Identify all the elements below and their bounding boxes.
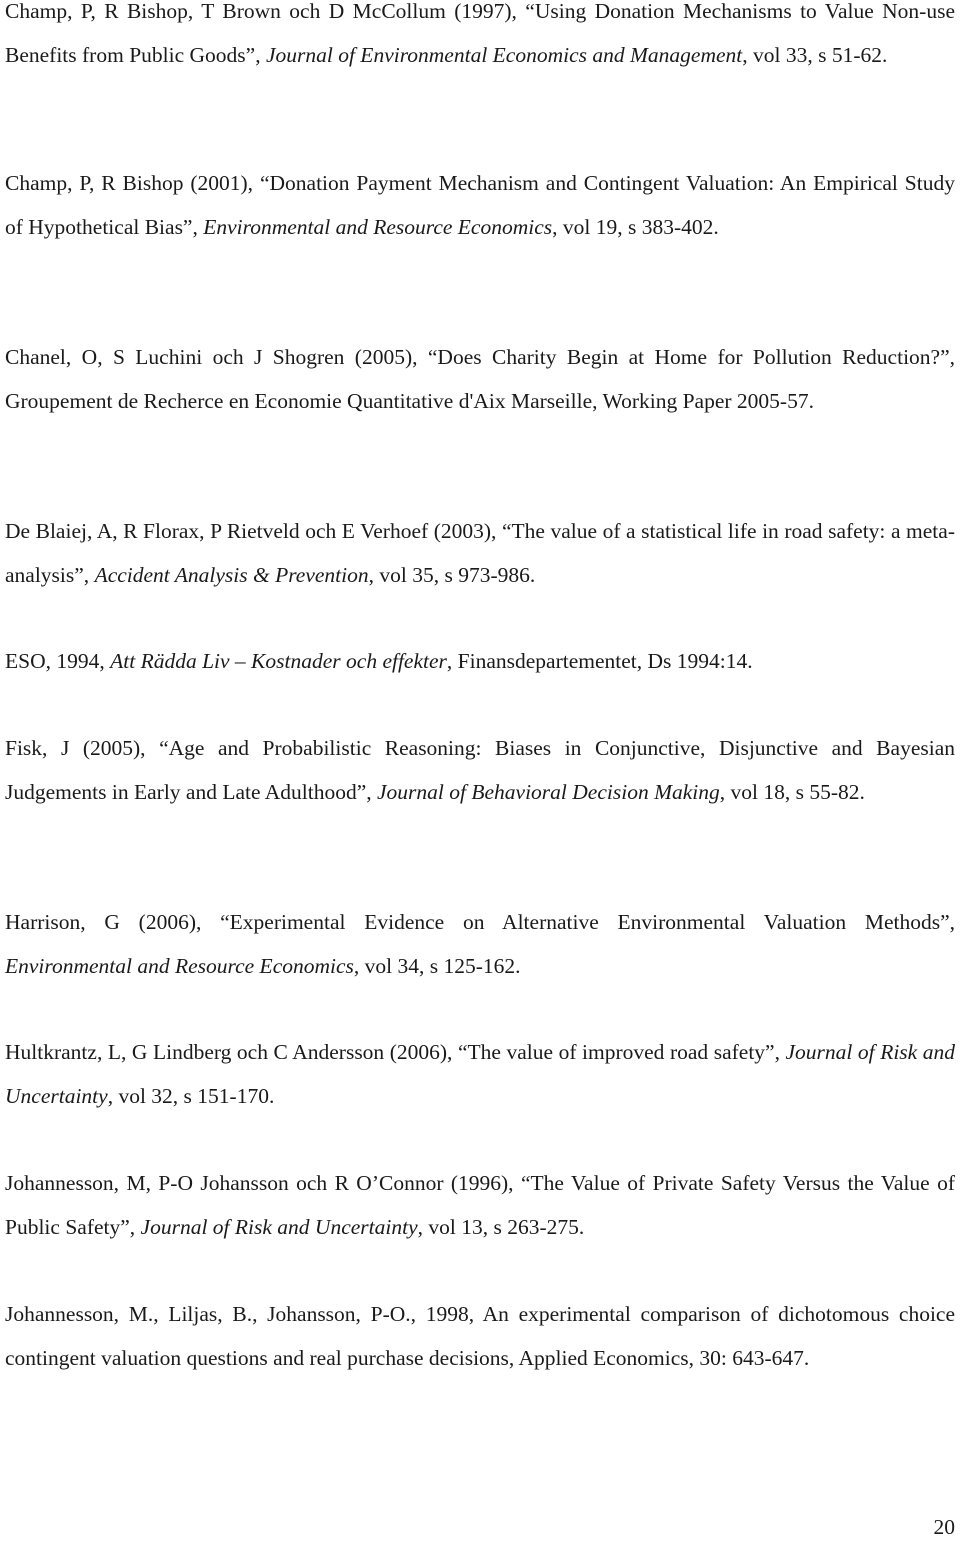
reference-details: , vol 13, s 263-275. [417,1214,585,1239]
reference-details: , vol 32, s 151-170. [107,1083,275,1108]
reference-entry [5,1293,955,1380]
reference-details: , vol 19, s 383-402. [552,214,719,239]
reference-details: , vol 18, s 55-82. [719,779,865,804]
reference-entry [5,336,955,423]
reference-entry [5,0,955,77]
reference-details: , vol 34, s 125-162. [353,953,521,978]
reference-details: , vol 33, s 51-62. [742,42,888,67]
reference-journal: Accident Analysis & Prevention [94,562,369,587]
reference-text: Fisk, J (2005), “Age and Probabilistic Reasoning: Biases in Conjunctive, Disjunctive and Bayesian Judgements in Early and Late Adulthood”, [5,736,955,804]
reference-journal: Journal of Risk and Uncertainty [140,1214,418,1239]
reference-entry [5,727,955,814]
reference-entry [5,901,955,988]
reference-entry [5,640,955,684]
reference-entry [5,1162,955,1249]
reference-journal: Journal of Risk and Uncertainty [5,1040,955,1108]
page-number: 20 [933,1515,955,1539]
reference-text: Harrison, G (2006), “Experimental Evidence on Alternative Environmental Valuation Methods”, [5,910,955,934]
reference-details: , Finansdepartementet, Ds 1994:14. [446,649,753,673]
reference-text: De Blaiej, A, R Florax, P Rietveld och E Verhoef (2003), “The value of a statistical life in road safety: a meta-analysis”, [5,519,955,587]
reference-title: Att Rädda Liv – Kostnader och effekter [110,649,447,673]
reference-text: Johannesson, M, P-O Johansson och R O’Connor (1996), “The Value of Private Safety Versus the Value of Public Safety”, [5,1171,955,1239]
reference-journal: Journal of Behavioral Decision Making [377,779,720,804]
reference-text: Champ, P, R Bishop, T Brown och D McCollum (1997), “Using Donation Mechanisms to Value Non-use Benefits from Public Goods”, [5,0,955,67]
reference-text: Hultkrantz, L, G Lindberg och C Andersson (2006), “The value of improved road safety”, [5,1040,786,1064]
reference-journal: Journal of Environmental Economics and Management [265,42,743,67]
reference-entry [5,1031,955,1118]
reference-text: Champ, P, R Bishop (2001), “Donation Payment Mechanism and Contingent Valuation: An Empirical Study of Hypothetical Bias”, [5,171,955,239]
reference-entry [5,510,955,597]
reference-text: Chanel, O, S Luchini och J Shogren (2005), “Does Charity Begin at Home for Pollution Reduction?”, Groupement de Recherce en Economie Quantitative d'Aix Marseille, Working Paper 2005-57. [5,345,955,413]
reference-text: Johannesson, M., Liljas, B., Johansson, P-O., 1998, An experimental comparison of dichotomous choice contingent valuation questions and real purchase decisions, Applied Economics, 30: 643-647. [5,1302,955,1370]
reference-journal: Environmental and Resource Economics [203,214,553,239]
reference-details: , vol 35, s 973-986. [368,562,536,587]
reference-text: ESO, 1994, [5,649,111,673]
reference-journal: Environmental and Resource Economics [5,953,354,978]
reference-entry [5,162,955,249]
